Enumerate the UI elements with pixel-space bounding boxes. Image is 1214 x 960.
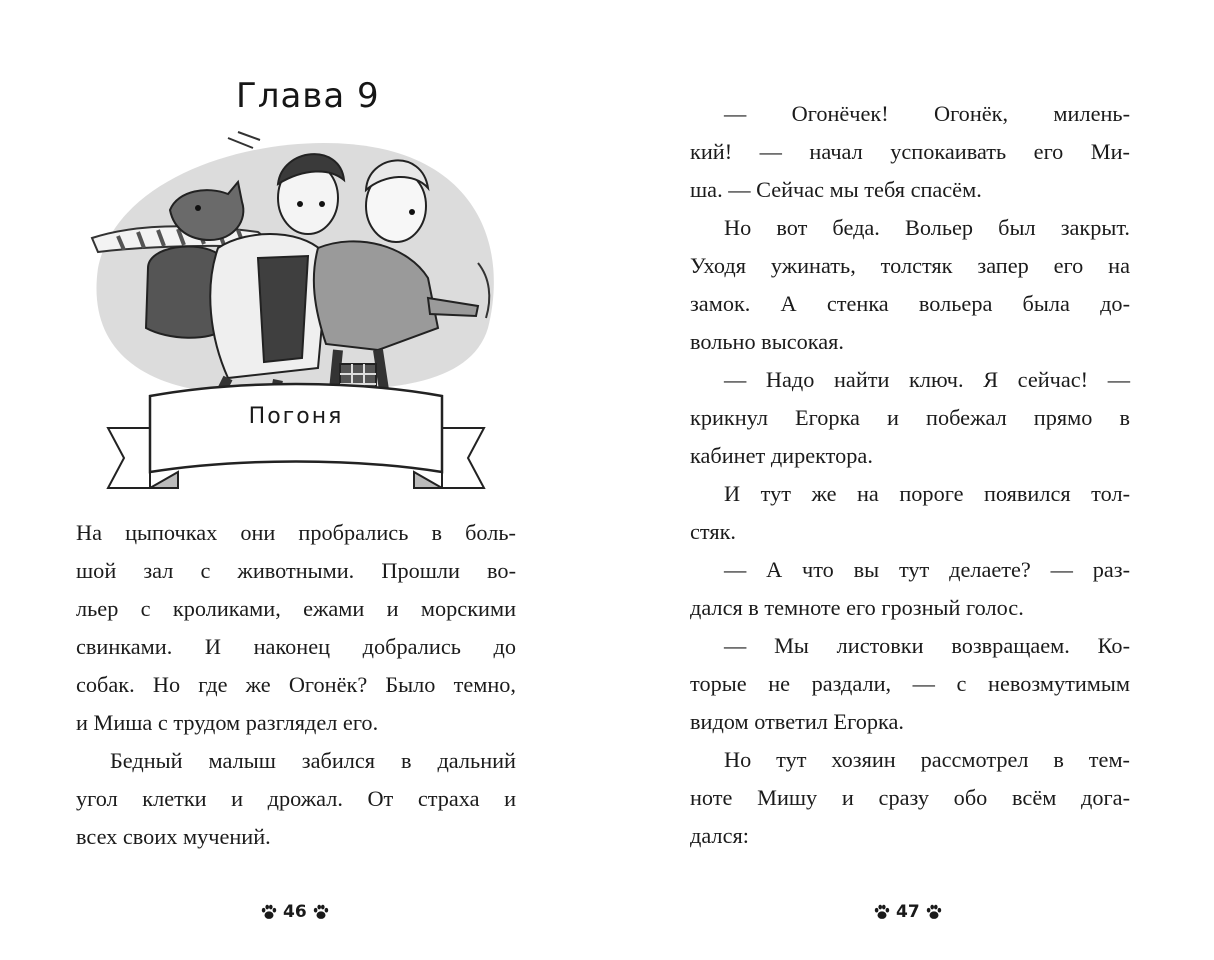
paw-print-icon xyxy=(312,903,330,921)
page-number-left xyxy=(260,902,330,922)
text-line: торые не раздали, — с невозмутимым xyxy=(690,671,1130,696)
text-line: льер с кроликами, ежами и морскими xyxy=(76,596,516,621)
text-line: Бедный малыш забился в дальний xyxy=(110,748,516,773)
text-line: ша. — Сейчас мы тебя спасём. xyxy=(690,177,982,202)
children-running-illustration xyxy=(78,128,514,500)
text-line: — А что вы тут делаете? — раз- xyxy=(724,557,1130,582)
chapter-title: Глава 9 xyxy=(236,76,380,116)
text-line: замок. А стенка вольера была до- xyxy=(690,291,1130,316)
page-number-right xyxy=(873,902,943,922)
paw-print-icon xyxy=(260,903,278,921)
text-line: свинками. И наконец добрались до xyxy=(76,634,516,659)
text-line: кий! — начал успокаивать его Ми- xyxy=(690,139,1130,164)
paw-print-icon xyxy=(873,903,891,921)
right-page-text xyxy=(690,95,1130,855)
text-line: шой зал с животными. Прошли во- xyxy=(76,558,516,583)
text-line: угол клетки и дрожал. От страха и xyxy=(76,786,516,811)
page-number-value: 46 xyxy=(283,902,307,922)
text-line: — Надо найти ключ. Я сейчас! — xyxy=(724,367,1130,392)
text-line: и Миша с трудом разглядел его. xyxy=(76,710,379,735)
text-line: стяк. xyxy=(690,519,737,544)
text-line: — Огонёчек! Огонёк, милень- xyxy=(724,101,1130,126)
chapter-illustration xyxy=(78,128,514,500)
text-line: ноте Мишу и сразу обо всём дога- xyxy=(690,785,1130,810)
text-line: всех своих мучений. xyxy=(76,824,271,849)
text-line: крикнул Егорка и побежал прямо в xyxy=(690,405,1130,430)
paw-print-icon xyxy=(925,903,943,921)
text-line: Но вот беда. Вольер был закрыт. xyxy=(724,215,1130,240)
text-line: Но тут хозяин рассмотрел в тем- xyxy=(724,747,1130,772)
text-line: видом ответил Егорка. xyxy=(690,709,904,734)
page-number-value: 47 xyxy=(896,902,920,922)
text-line: собак. Но где же Огонёк? Было темно, xyxy=(76,672,516,697)
text-line: вольно высокая. xyxy=(690,329,844,354)
text-line: дался: xyxy=(690,823,749,848)
chapter-subtitle-banner: Погоня xyxy=(248,404,344,429)
left-page xyxy=(0,0,600,960)
text-line: кабинет директора. xyxy=(690,443,873,468)
text-line: дался в темноте его грозный голос. xyxy=(690,595,1024,620)
text-line: Уходя ужинать, толстяк запер его на xyxy=(690,253,1130,278)
left-page-text xyxy=(76,514,516,856)
text-line: На цыпочках они пробрались в боль- xyxy=(76,520,516,545)
text-line: — Мы листовки возвращаем. Ко- xyxy=(724,633,1130,658)
text-line: И тут же на пороге появился тол- xyxy=(724,481,1130,506)
